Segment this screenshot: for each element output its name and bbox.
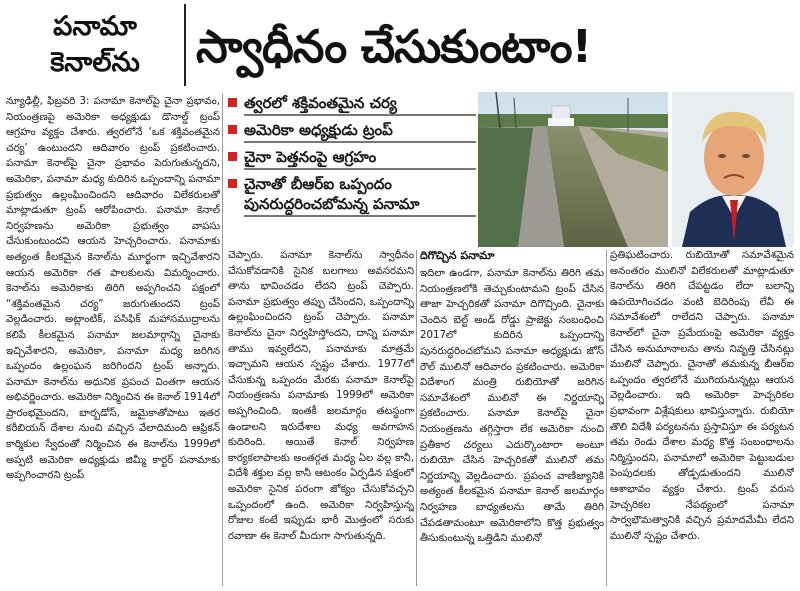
red-square-bullet-icon [228,179,237,188]
highlight-bullets [226,94,476,244]
headline: స్వాధీనం చేసుకుంటాం! [196,20,592,73]
kicker-line-1: పనామా [53,11,137,42]
column-4-text: ప్రతిఘటించారు. రుబియోతో సమావేశమైన అనంతరం ములినో విలేకరులతో మాట్లాడుతూ కెనాల్‌ను తిరిగి చేపట్టడం లేదా బలాన్ని ఉపయోగించడం వంటి బెదిరింపు లేవీ ఈ సమావేశంలో రాలేదని చెప్పారు. పనామా కెనాల్‌లో చైనా ప్రమేయంపై అమెరికా వ్యక్తం చేసిన అనుమానాలను తాను నివృత్తి చేసినట్లు ములినో చెప్పారు. చైనాతో తమకున్న బీఆర్‌ఐ ఒప్పందం త్వరలోనే ముగియనున్నట్లు ఆయన వెల్లడించారు. ఇది అమెరికా హెచ్చరికల ప్రభావంగా విశ్లేషకులు భావిస్తున్నారు. రుబియో తొలి విదేశీ పర్యటనను ప్రస్తావిస్తూ ఈ పర్యటన తమ రెండు దేశాల మధ్య కొత్త సంబంధాలను నిర్మిస్తుందని, పనామాలో అమెరికా పెట్టుబడుల పెంపుదలకు తోడ్పడుతుందని ములినో ఆశాభావం వ్యక్తం చేశారు. ట్రంప్‌ వరుస హెచ్చరికల నేపథ్యంలో పనామా సార్వభౌమత్వానికి వచ్చిన ప్రమాదమేమీ లేదని ములినో స్పష్టం చేశారు. [610,250,794,542]
portrait-illustration [672,92,794,247]
column-divider [416,250,417,586]
bullet-item: త్వరలో శక్తివంతమైన చర్య [226,94,476,116]
bullet-item: చైనాతో బీఆర్‌ఐ ఒప్పందం పునరుద్ధరించబోమన్న పనామా [226,175,476,217]
red-square-bullet-icon [228,98,237,107]
column-2-text: చెప్పారు. పనామా కెనాల్‌ను స్వాధీనం చేసుకోవడానికి సైనిక బలగాలు అవసరమని తాను భావించడం లేదని ట్రంప్‌ చెప్పారు. పనామా ప్రభుత్వం తప్పు చేసిందని, ఒప్పందాన్ని ఉల్లంఘించిందని ట్రంప్‌ చెప్పారు. పనామా కెనాల్‌ను చైనా నిర్వహిస్తోందని, దాన్ని పనామా తాము ఇవ్వలేదని, పనామాకు మాత్రమే ఇచ్చామని ఆయన స్పష్టం చేశారు. 1977లో చేసుకున్న ఒప్పందం మేరకు పనామా కెనాల్‌పై నియంత్రణను పనామాకు 1999లో అమెరికా అప్పగించింది. ఇంతకీ జలమార్గం తటస్థంగా ఉండాలని ఇరుదేశాల మధ్య అవగాహన కుదిరింది. అయితే కెనాల్‌ నిర్వహణ కార్యకలాపాలకు అంతర్గత మధ్య ఏల వల్ల కానీ, విదేశీ శక్తుల వల్ల కానీ ఆటంకం ఏర్పడిన పక్షంలో అమెరికా సైనిక పరంగా జోక్యం చేసుకోవచ్చని ఒప్పందంలో ఉంది. అమెరికా నిర్వహిస్తున్న రోజుల కంటే ఇప్పుడు భారీ మొత్తంలో సరుకు రవాణా ఈ కెనాల్‌ మీదుగా సాగుతున్నది. [228,250,414,542]
subheading: దిగొచ్చిన పనామా [420,249,495,262]
bullet-item: అమెరికా అధ్యక్షుడు ట్రంప్‌ [226,121,476,143]
column-1-text: న్యూఢిల్లీ, ఫిబ్రవరి 3: పనామా కెనాల్‌పై చైనా ప్రభావం, నియంత్రణపై అమెరికా అధ్యక్షుడు డొనాల్డ్‌ ట్రంప్‌ ఆగ్రహం వ్యక్తం చేశారు. త్వరలోనే ‘ఒక శక్తివంతమైన చర్య’ ఉంటుందని ఆదివారం ట్రంప్‌ ప్రకటించారు. పనామా కెనాల్‌పై చైనా ప్రభావం పెరుగుతున్నదని, అమెరికా, పనామా మధ్య కుదిరిన ఒప్పందాన్ని పనామా ప్రభుత్వం ఉల్లంఘించిందని ఆదివారం విలేకరులతో మాట్లాడుతూ ట్రంప్‌ ఆరోపించారు. పనామా కెనాల్‌ నిర్వహణను అమెరికా ప్రభుత్వం వాపసు చేసుకుంటుందని ఆయన హెచ్చరించారు. పనామాకు అత్యంత కీలకమైన కెనాల్‌ను మూర్ఖంగా ఇచ్చివేశారని ఆయన అమెరికా గత పాలకులను విమర్శించారు. కెనాల్‌ను అమెరికాకు తిరిగి అప్పగించని పక్షంలో “శక్తివంతమైన చర్య” జరుగుతుందని ట్రంప్‌ వెల్లడించారు. అట్లాంటిక్‌, పసిఫిక్‌ మహాసముద్రాలను కలిపే కీలకమైన పనామా జలమార్గాన్ని చైనాకు ఇచ్చివేశారని, అమెరికా, పనామా మధ్య జరిగిన ఒప్పందం ఉల్లంఘన జరిగిందని ట్రంప్‌ అన్నారు. పనామా కెనాల్‌ను అధునిక ప్రపంచ వింతగా ఆయన అభివర్ణించారు. అమెరికా నిర్మించిన ఈ కెనాల్‌ 1914లో ప్రారంభమైందని, బార్బడోస్‌, జమైకాతోపాటు ఇతర కరీబియన్‌ దేశాల నుంచి వచ్చిన వేలాదిమంది ఆఫ్రికన్‌ కార్మికుల స్వేదంతో నిర్మించిన ఈ కెనాల్‌ను 1999లో అప్పటి అమెరికా అధ్యక్షుడు జిమ్మీ కార్టర్‌ పనామాకు అప్పగించారని ట్రంప్‌ [6,96,220,482]
column-divider [222,94,223,586]
article-column-1 [6,94,220,586]
column-3-text: ఇదిలా ఉండగా, పనామా కెనాల్‌ను తిరిగి తమ నియంత్రణలోకి తెచ్చుకుంటామని ట్రంప్‌ చేసిన తాజా హెచ్చరికతో పనామా దిగొచ్చింది. చైనాకు చెందిన బెల్ట్‌ అండ్‌ రోడ్డు ప్రాజెక్టు సంబంధించి 2017లో కుదిరిన ఒప్పందాన్ని పునరుద్ధరించబోమని పనామా అధ్యక్షుడు జోస్‌ రౌల్‌ ములినో ఆదివారం ప్రకటించారు. అమెరికా విదేశాంగ మంత్రి రుబియోతో జరిగిన సమావేశంలో ములినో ఈ నిర్ణయాన్ని ప్రకటించారు. పనామా కెనాల్‌పై చైనా నియంత్రణను తగ్గిస్తారా లేక అమెరికా నుంచి ప్రతీకార చర్యలు ఎదుర్కొంటారా అంటూ రుబియో చేసిన హెచ్చరికతో ములినో తమ నిర్ణయాన్ని వెల్లడించారు. ప్రపంచ వాణిజ్యానికి అత్యంత కీలకమైన పనామా కెనాల్‌ జలమార్గం నిర్వహణ బాధ్యతలను తామే తిరిగి చేపడతామంటూ అమెరికాలోని కొత్త ప్రభుత్వం తీసుకుంటున్న ఒత్తిడిని ములినో [420,268,604,545]
canal-photo [478,92,668,247]
article-column-3 [420,248,604,586]
kicker-line-2: కెనాల్‌ను [50,47,140,78]
bullet-item: చైనా పెత్తనంపై ఆగ్రహం [226,148,476,170]
canal-illustration [478,92,668,247]
red-square-bullet-icon [228,125,237,134]
article-column-4 [610,248,794,586]
article-column-2 [228,248,414,586]
column-divider [606,250,607,586]
kicker [6,4,186,86]
red-square-bullet-icon [228,152,237,161]
politician-photo [670,92,794,247]
